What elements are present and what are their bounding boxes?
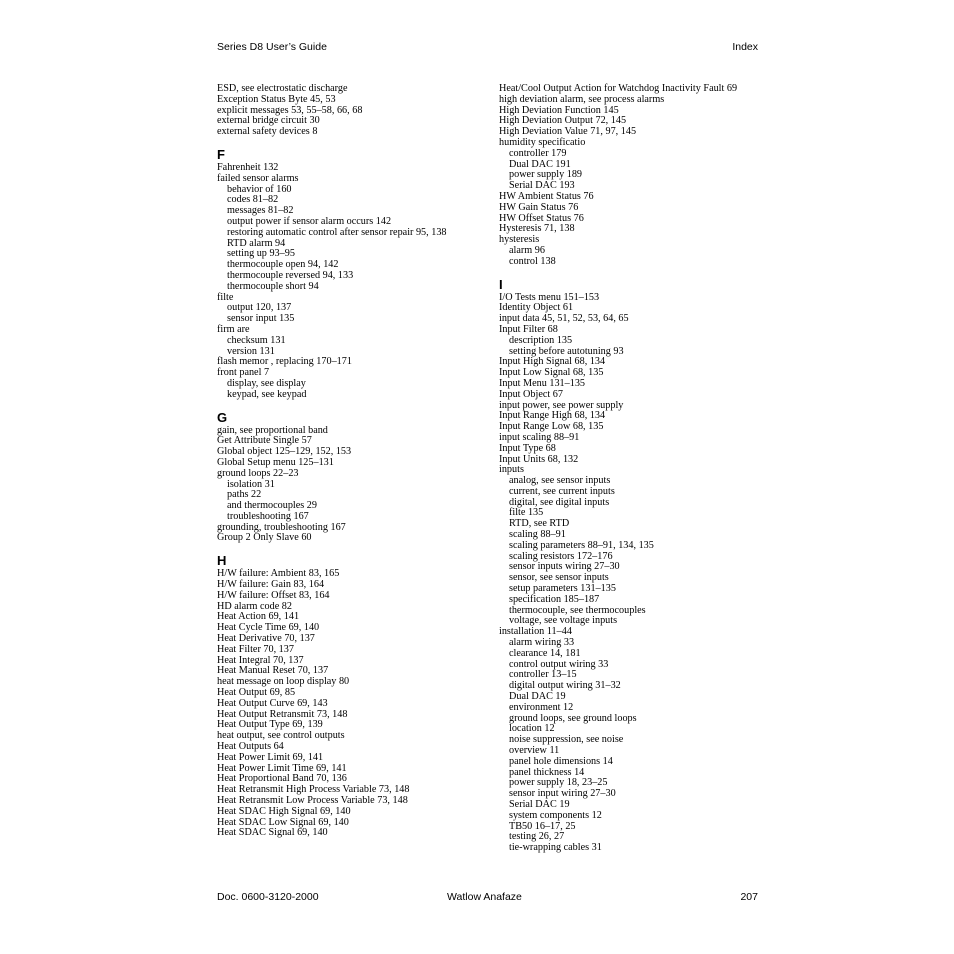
- index-subentry: sensor input wiring 27–30: [509, 788, 616, 800]
- index-entry: gain, see proportional band: [217, 424, 328, 436]
- index-letter-heading: F: [217, 146, 225, 162]
- index-subentry: RTD, see RTD: [509, 518, 570, 530]
- index-entry: Input Object 67: [499, 388, 563, 400]
- index-entry: ESD, see electrostatic discharge: [217, 83, 348, 94]
- index-subentry: tie-wrapping cables 31: [509, 842, 602, 854]
- document-number: Doc. 0600-3120-2000: [217, 891, 319, 903]
- index-subentry: analog, see sensor inputs: [509, 475, 611, 487]
- index-subentry: TB50 16–17, 25: [509, 820, 576, 832]
- index-entry: installation 11–44: [499, 626, 572, 638]
- index-entry: HD alarm code 82: [217, 600, 292, 612]
- index-subentry: restoring automatic control after sensor repair 95, 138: [227, 226, 447, 238]
- index-subentry: testing 26, 27: [509, 831, 565, 843]
- index-subentry: setting before autotuning 93: [509, 345, 624, 357]
- index-subentry: sensor inputs wiring 27–30: [509, 561, 620, 573]
- index-entry: inputs: [499, 464, 524, 476]
- index-subentry: specification 185–187: [509, 593, 600, 605]
- index-entry: Global Setup menu 125–131: [217, 456, 334, 468]
- index-subentry: display, see display: [227, 377, 306, 389]
- index-subentry: thermocouple reversed 94, 133: [227, 269, 354, 281]
- index-subentry: power supply 18, 23–25: [509, 777, 608, 789]
- index-entry: Heat Retransmit High Process Variable 73, 148: [217, 784, 410, 796]
- index-subentry: clearance 14, 181: [509, 647, 581, 659]
- index-entry: input power, see power supply: [499, 399, 624, 411]
- index-subentry: filte 135: [509, 507, 544, 519]
- index-entry: Heat Power Limit Time 69, 141: [217, 762, 347, 774]
- index-entry: Input Range Low 68, 135: [499, 421, 604, 433]
- index-subentry: digital, see digital inputs: [509, 496, 610, 508]
- index-subentry: thermocouple open 94, 142: [227, 259, 339, 271]
- index-entry: ground loops 22–23: [217, 467, 299, 479]
- index-entry: Fahrenheit 132: [217, 161, 279, 173]
- index-subentry: system components 12: [509, 809, 602, 821]
- index-subentry: current, see current inputs: [509, 485, 615, 497]
- index-entry: High Deviation Output 72, 145: [499, 115, 627, 127]
- index-column-left: [217, 84, 487, 839]
- index-entry: Heat SDAC Low Signal 69, 140: [217, 816, 349, 828]
- index-entry: Heat Output Curve 69, 143: [217, 697, 328, 709]
- index-entry: firm are: [217, 323, 250, 335]
- index-entry: Heat Manual Reset 70, 137: [217, 665, 329, 677]
- index-subentry: keypad, see keypad: [227, 388, 307, 400]
- index-entry: I/O Tests menu 151–153: [499, 291, 600, 303]
- index-subentry: Serial DAC 19: [509, 799, 570, 810]
- index-entry: input data 45, 51, 52, 53, 64, 65: [499, 313, 629, 325]
- index-entry: Heat Cycle Time 69, 140: [217, 622, 320, 634]
- index-entry: H/W failure: Offset 83, 164: [217, 589, 330, 601]
- index-subentry: RTD alarm 94: [227, 237, 286, 249]
- index-subentry: troubleshooting 167: [227, 510, 309, 522]
- index-subentry: messages 81–82: [227, 205, 294, 217]
- index-subentry: scaling 88–91: [509, 529, 566, 541]
- index-subentry: location 12: [509, 723, 555, 735]
- index-entry: Heat Output Type 69, 139: [217, 719, 323, 731]
- index-subentry: control 138: [509, 255, 556, 267]
- index-entry: heat message on loop display 80: [217, 676, 350, 688]
- index-entry: Input High Signal 68, 134: [499, 356, 606, 368]
- index-entry: Heat Output 69, 85: [217, 687, 296, 699]
- index-entry: Heat/Cool Output Action for Watchdog Inactivity Fault 69: [499, 83, 738, 94]
- index-entry: high deviation alarm, see process alarms: [499, 93, 665, 105]
- index-entry: Heat Action 69, 141: [217, 611, 300, 623]
- index-entry: Input Filter 68: [499, 323, 558, 335]
- index-subentry: overview 11: [509, 745, 560, 757]
- index-entry: Input Units 68, 132: [499, 453, 579, 465]
- index-subentry: power supply 189: [509, 169, 583, 181]
- index-entry: Exception Status Byte 45, 53: [217, 93, 336, 105]
- index-subentry: panel hole dimensions 14: [509, 755, 613, 767]
- index-subentry: output 120, 137: [227, 302, 292, 314]
- index-column-right: [499, 84, 769, 854]
- index-entry: HW Offset Status 76: [499, 212, 584, 224]
- index-entry: Heat Derivative 70, 137: [217, 633, 315, 645]
- index-entry: grounding, troubleshooting 167: [217, 521, 346, 533]
- index-subentry: thermocouple short 94: [227, 280, 319, 292]
- running-header-title: Series D8 User’s Guide: [217, 41, 327, 53]
- index-entry: filte: [217, 291, 234, 303]
- index-subentry: alarm wiring 33: [509, 637, 575, 649]
- index-entry: external bridge circuit 30: [217, 115, 320, 127]
- index-entry: High Deviation Function 145: [499, 104, 619, 116]
- index-subentry: controller 179: [509, 147, 567, 159]
- index-entry: Group 2 Only Slave 60: [217, 532, 312, 544]
- running-header-section: Index: [732, 41, 758, 53]
- index-subentry: alarm 96: [509, 244, 545, 256]
- publisher-name: Watlow Anafaze: [447, 891, 522, 903]
- index-entry: failed sensor alarms: [217, 172, 299, 184]
- index-subentry: sensor, see sensor inputs: [509, 572, 609, 584]
- index-entry: HW Ambient Status 76: [499, 190, 594, 202]
- index-subentry: environment 12: [509, 701, 574, 713]
- index-subentry: checksum 131: [227, 334, 286, 346]
- index-entry: Input Menu 131–135: [499, 377, 586, 389]
- index-entry: H/W failure: Ambient 83, 165: [217, 568, 340, 580]
- index-letter-heading: I: [499, 276, 503, 292]
- index-entry: Input Low Signal 68, 135: [499, 367, 604, 379]
- index-subentry: paths 22: [227, 489, 262, 501]
- index-entry: High Deviation Value 71, 97, 145: [499, 126, 637, 138]
- index-subentry: ground loops, see ground loops: [509, 712, 637, 724]
- index-subentry: scaling resistors 172–176: [509, 550, 613, 562]
- index-entry: HW Gain Status 76: [499, 201, 579, 213]
- index-entry: Hysteresis 71, 138: [499, 223, 575, 235]
- index-entry: Heat SDAC Signal 69, 140: [217, 827, 328, 839]
- index-entry: Get Attribute Single 57: [217, 435, 312, 447]
- index-entry: Identity Object 61: [499, 302, 574, 314]
- index-subentry: setting up 93–95: [227, 248, 295, 260]
- index-entry: Heat Output Retransmit 73, 148: [217, 708, 348, 720]
- index-entry: input scaling 88–91: [499, 431, 580, 443]
- index-subentry: setup parameters 131–135: [509, 583, 616, 595]
- index-subentry: panel thickness 14: [509, 766, 585, 778]
- index-letter-heading: G: [217, 409, 228, 425]
- index-entry: front panel 7: [217, 367, 270, 379]
- index-subentry: and thermocouples 29: [227, 500, 317, 512]
- index-entry: Heat Proportional Band 70, 136: [217, 773, 347, 785]
- index-entry: Heat Retransmit Low Process Variable 73, 148: [217, 795, 408, 807]
- index-subentry: codes 81–82: [227, 194, 279, 206]
- index-subentry: control output wiring 33: [509, 658, 609, 670]
- index-subentry: thermocouple, see thermocouples: [509, 604, 646, 616]
- index-letter-heading: H: [217, 553, 227, 569]
- index-entry: Heat SDAC High Signal 69, 140: [217, 805, 351, 817]
- index-subentry: controller 13–15: [509, 669, 577, 681]
- index-entry: explicit messages 53, 55–58, 66, 68: [217, 104, 363, 116]
- index-entry: H/W failure: Gain 83, 164: [217, 579, 325, 591]
- index-subentry: voltage, see voltage inputs: [509, 615, 618, 627]
- index-subentry: digital output wiring 31–32: [509, 680, 621, 692]
- index-subentry: behavior of 160: [227, 183, 292, 195]
- index-entry: flash memor , replacing 170–171: [217, 356, 352, 368]
- index-subentry: scaling parameters 88–91, 134, 135: [509, 539, 654, 551]
- index-subentry: version 131: [227, 345, 275, 357]
- index-subentry: noise suppression, see noise: [509, 734, 624, 746]
- index-entry: Global object 125–129, 152, 153: [217, 446, 352, 458]
- index-subentry: Serial DAC 193: [509, 180, 575, 192]
- index-entry: Heat Power Limit 69, 141: [217, 751, 324, 763]
- index-entry: external safety devices 8: [217, 126, 318, 138]
- index-subentry: output power if sensor alarm occurs 142: [227, 215, 392, 227]
- index-entry: Heat Filter 70, 137: [217, 643, 294, 655]
- page-number: 207: [740, 891, 758, 903]
- index-entry: humidity specificatio: [499, 136, 586, 148]
- index-subentry: isolation 31: [227, 478, 275, 490]
- index-entry: Input Type 68: [499, 442, 556, 454]
- index-entry: heat output, see control outputs: [217, 730, 345, 742]
- index-entry: hysteresis: [499, 234, 540, 246]
- index-subentry: Dual DAC 19: [509, 691, 566, 703]
- index-entry: Heat Outputs 64: [217, 741, 284, 753]
- index-subentry: sensor input 135: [227, 313, 295, 325]
- index-subentry: description 135: [509, 334, 573, 346]
- index-subentry: Dual DAC 191: [509, 158, 571, 170]
- index-entry: Heat Integral 70, 137: [217, 654, 304, 666]
- index-entry: Input Range High 68, 134: [499, 410, 606, 422]
